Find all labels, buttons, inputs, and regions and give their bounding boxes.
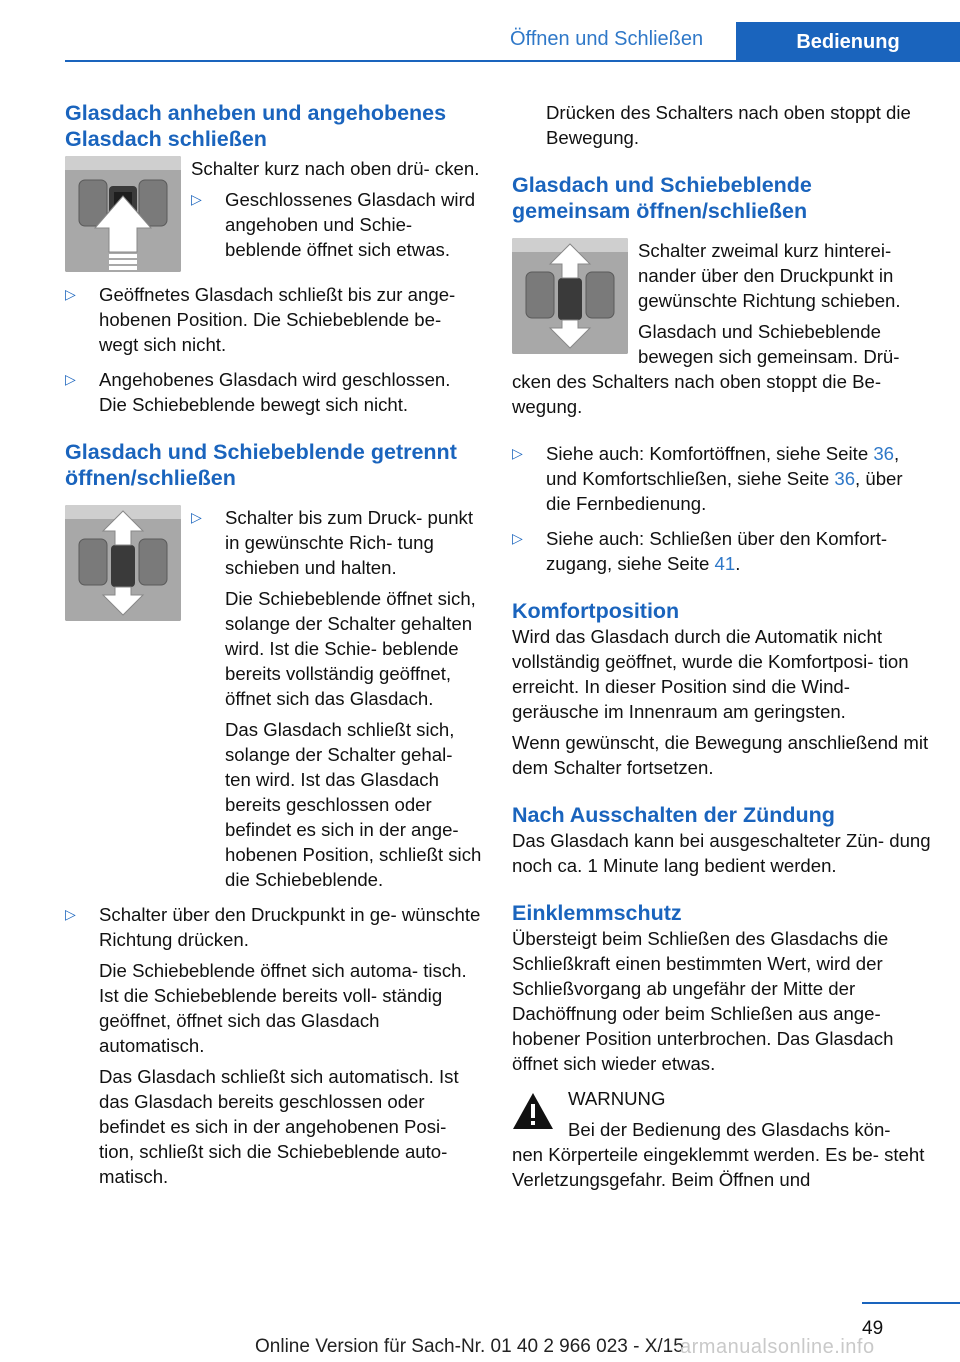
warning-triangle-icon bbox=[512, 1092, 554, 1130]
switch-double-figure bbox=[512, 238, 628, 354]
page-link-36[interactable]: 36 bbox=[873, 443, 895, 464]
list-item: ▷ Geschlossenes Glasdach wird angehoben und Schie‐ beblende öffnet sich etwas. bbox=[191, 189, 476, 260]
roof-switch-double-slide-icon bbox=[512, 238, 628, 354]
watermark: armanualsonline.info bbox=[680, 1336, 875, 1358]
heading-zuendung: Nach Ausschalten der Zündung bbox=[512, 803, 835, 827]
paragraph: Wird das Glasdach durch die Automatik nicht vollständig geöffnet, wurde die Komfortposi‐ tion erreicht. In dieser Position sind die Wind‐ geräusche im Innenraum am geringsten. bbox=[512, 626, 909, 722]
warning-text: Bei der Bedienung des Glasdachs kön‐ bbox=[568, 1119, 891, 1140]
left-column bbox=[65, 100, 483, 1189]
paragraph: Die Schiebeblende öffnet sich, solange der Schalter gehalten wird. Ist die Schie‐ beblende bereits vollständig geöffnet, öffnet sich das Glasdach. bbox=[225, 588, 476, 709]
paragraph: Das Glasdach kann bei ausgeschalteter Zün‐ dung noch ca. 1 Minute lang bedient werden. bbox=[512, 830, 931, 876]
heading-gemeinsam: Glasdach und Schiebeblende gemeinsam öffnen/schließen bbox=[512, 173, 812, 223]
header-section-title: Öffnen und Schließen bbox=[510, 28, 704, 50]
bullet-triangle-icon: ▷ bbox=[512, 445, 523, 461]
paragraph: Wenn gewünscht, die Bewegung anschließend mit dem Schalter fortsetzen. bbox=[512, 732, 929, 778]
switch-slide-figure bbox=[65, 505, 181, 621]
heading-einklemmschutz: Einklemmschutz bbox=[512, 901, 682, 925]
bullet-triangle-icon: ▷ bbox=[191, 191, 202, 207]
paragraph: Übersteigt beim Schließen des Glasdachs die Schließkraft einen bestimmten Wert, wird der Schließvorgang ab ungefähr der Mitte der Dachöffnung oder beim Schließen aus ange‐ hobener Position unterbrochen. Das Glasdach öffnet sich wieder etwas. bbox=[512, 928, 894, 1074]
paragraph: Drücken des Schalters nach oben stoppt die Bewegung. bbox=[546, 102, 911, 148]
step-press-up: Schalter kurz nach oben drü‐ cken. bbox=[191, 158, 480, 179]
bullet-triangle-icon: ▷ bbox=[65, 286, 76, 302]
footer-version: Online Version für Sach-Nr. 01 40 2 966 023 - X/15 bbox=[255, 1336, 684, 1357]
paragraph: Die Schiebeblende öffnet sich automa‐ tisch. Ist die Schiebeblende bereits voll‐ ständig geöffnet, öffnet sich das Glasdach automatisch. bbox=[99, 960, 467, 1056]
page-link-36[interactable]: 36 bbox=[834, 468, 856, 489]
right-column bbox=[512, 100, 932, 1192]
list-item: ▷ Geöffnetes Glasdach schließt bis zur ange‐ hobenen Position. Die Schiebeblende be‐ wegt sich nicht. bbox=[65, 284, 456, 355]
bullet-triangle-icon: ▷ bbox=[512, 530, 523, 546]
list-item: ▷ Siehe auch: Schließen über den Komfort‐ zugang, siehe Seite 41. bbox=[512, 528, 888, 574]
heading-glasdach-anheben: Glasdach anheben und angehobenes Glasdach schließen bbox=[65, 101, 447, 151]
page-number: 49 bbox=[862, 1318, 884, 1339]
paragraph: Das Glasdach schließt sich, solange der Schalter gehal‐ ten wird. Ist das Glasdach bereits geschlossen oder befindet es sich in der ange‐ hobenen Position, schließt sich die Schiebeblende. bbox=[225, 719, 482, 890]
heading-getrennt: Glasdach und Schiebeblende getrennt öffnen/schließen bbox=[65, 440, 457, 490]
switch-up-figure bbox=[65, 156, 181, 272]
warning-title: WARNUNG bbox=[568, 1088, 666, 1109]
bullet-triangle-icon: ▷ bbox=[191, 509, 202, 525]
heading-komfortposition: Komfortposition bbox=[512, 599, 680, 623]
header-tab: Bedienung bbox=[736, 22, 960, 62]
paragraph: Schalter zweimal kurz hinterei‐ nander über den Druckpunkt in gewünschte Richtung schieben. bbox=[638, 240, 901, 311]
list-item: ▷ Schalter bis zum Druck‐ punkt in gewünschte Rich‐ tung schieben und halten. bbox=[191, 507, 474, 578]
paragraph: Das Glasdach schließt sich automatisch. Ist das Glasdach bereits geschlossen oder befindet es sich in der angehobenen Posi‐ tion, schließt sich die Schiebeblende auto‐ matisch. bbox=[99, 1066, 459, 1187]
footer-rule bbox=[862, 1302, 960, 1304]
roof-switch-slide-icon bbox=[65, 505, 181, 621]
list-item: ▷ Schalter über den Druckpunkt in ge‐ wünschte Richtung drücken. bbox=[65, 904, 481, 950]
roof-switch-press-up-icon bbox=[65, 156, 181, 272]
paragraph: Glasdach und Schiebeblende bewegen sich gemeinsam. Drü‐ bbox=[638, 321, 900, 367]
header-rule bbox=[65, 60, 960, 62]
bullet-triangle-icon: ▷ bbox=[65, 371, 76, 387]
list-item: ▷ Siehe auch: Komfortöffnen, siehe Seite 36, und Komfortschließen, siehe Seite 36, über die Fernbedienung. bbox=[512, 443, 903, 514]
list-item: ▷ Angehobenes Glasdach wird geschlossen. Die Schiebeblende bewegt sich nicht. bbox=[65, 369, 451, 415]
bullet-triangle-icon: ▷ bbox=[65, 906, 76, 922]
warning-text: nen Körperteile eingeklemmt werden. Es be‐ steht Verletzungsgefahr. Beim Öffnen und bbox=[512, 1144, 925, 1190]
paragraph: cken des Schalters nach oben stoppt die Be‐ wegung. bbox=[512, 371, 882, 417]
page-link-41[interactable]: 41 bbox=[714, 553, 736, 574]
